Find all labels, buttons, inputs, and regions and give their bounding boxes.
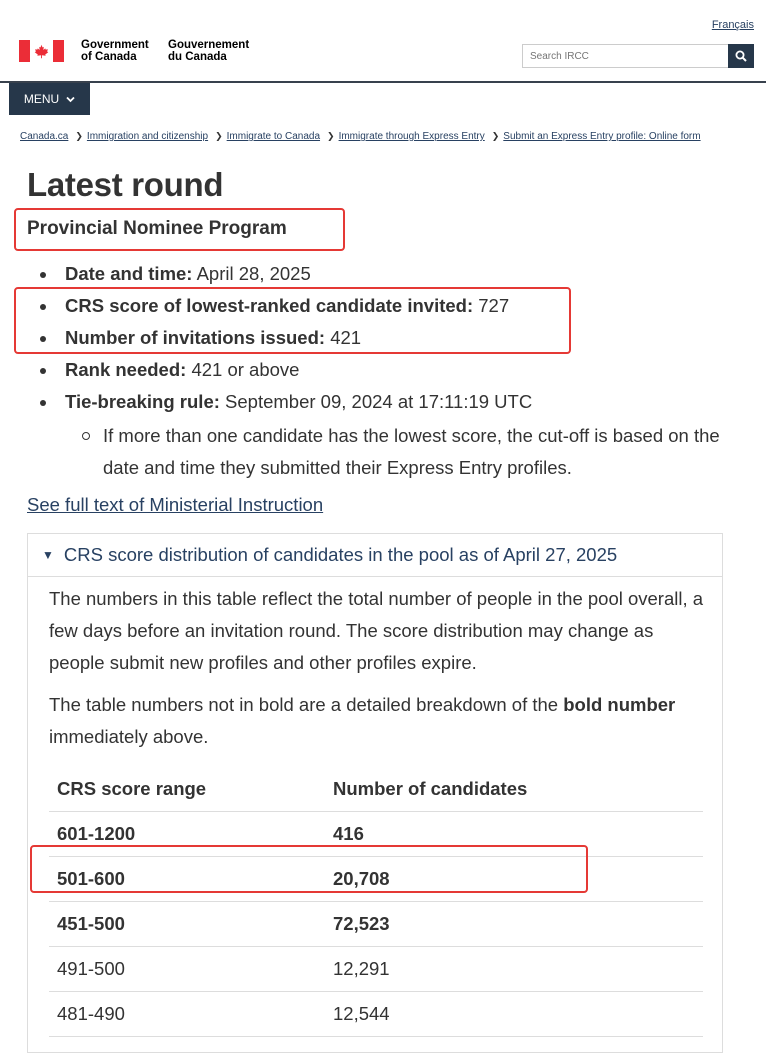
column-header-score-range: CRS score range bbox=[49, 767, 325, 812]
table-row: 451-500 72,523 bbox=[49, 902, 703, 947]
distribution-note: The table numbers not in bold are a detailed breakdown of the bold number immediately above. bbox=[49, 694, 676, 747]
language-toggle-link[interactable]: Français bbox=[711, 19, 754, 31]
crs-distribution-details bbox=[27, 533, 723, 1053]
signature-english: Government of Canada bbox=[81, 39, 149, 63]
list-item: Rank needed: 421 or above bbox=[27, 358, 532, 390]
canada-flag-logo bbox=[19, 40, 64, 62]
chevron-right-icon: ❯ bbox=[491, 131, 500, 141]
page-title: Latest round bbox=[27, 166, 224, 203]
table-header-row bbox=[49, 767, 703, 812]
column-header-candidates: Number of candidates bbox=[325, 767, 703, 812]
table-row: 501-600 20,708 bbox=[49, 857, 703, 902]
search-button[interactable] bbox=[728, 44, 754, 68]
breadcrumb-link-express-entry[interactable]: Immigrate through Express Entry bbox=[338, 131, 485, 142]
search-input[interactable] bbox=[522, 44, 728, 68]
program-heading: Provincial Nominee Program bbox=[27, 218, 287, 239]
breadcrumb bbox=[20, 131, 760, 142]
round-facts-list bbox=[27, 262, 532, 422]
list-item: Number of invitations issued: 421 bbox=[27, 326, 532, 358]
search-icon bbox=[735, 50, 747, 62]
list-item: Tie-breaking rule: September 09, 2024 at 17:11:19 UTC bbox=[27, 390, 532, 422]
triangle-down-icon: ▼ bbox=[42, 548, 54, 562]
signature-french: Gouvernement du Canada bbox=[168, 39, 250, 63]
tie-breaking-note: If more than one candidate has the lowest score, the cut-off is based on the date and time they submitted their Express Entry profiles. bbox=[82, 420, 743, 484]
breadcrumb-link-immigrate[interactable]: Immigrate to Canada bbox=[226, 131, 321, 142]
breadcrumb-link-immigration[interactable]: Immigration and citizenship bbox=[86, 131, 209, 142]
site-search bbox=[522, 44, 754, 68]
distribution-description: The numbers in this table reflect the total number of people in the pool overall, a few days before an invitation round. The score distribution may change as people submit new profiles and other profiles expire. bbox=[49, 588, 704, 673]
details-summary-toggle[interactable]: ▼ CRS score distribution of candidates in the pool as of April 27, 2025 bbox=[28, 534, 722, 577]
chevron-right-icon: ❯ bbox=[75, 131, 83, 141]
menu-button[interactable]: MENU bbox=[9, 83, 90, 115]
header-divider bbox=[0, 81, 766, 83]
breadcrumb-link-canada[interactable]: Canada.ca bbox=[20, 131, 69, 142]
chevron-down-icon bbox=[66, 96, 75, 103]
table-row: 601-1200 416 bbox=[49, 812, 703, 857]
maple-leaf-icon bbox=[30, 40, 53, 62]
ministerial-instruction-link[interactable]: See full text of Ministerial Instruction bbox=[27, 494, 324, 515]
chevron-right-icon: ❯ bbox=[327, 131, 335, 141]
crs-distribution-table bbox=[49, 767, 703, 1037]
list-item: Date and time: April 28, 2025 bbox=[27, 262, 532, 294]
table-row: 491-500 12,291 bbox=[49, 947, 703, 992]
chevron-right-icon: ❯ bbox=[215, 131, 223, 141]
breadcrumb-link-profile-form[interactable]: Submit an Express Entry profile: Online form bbox=[503, 131, 701, 142]
list-item: CRS score of lowest-ranked candidate invited: 727 bbox=[27, 294, 532, 326]
table-row: 481-490 12,544 bbox=[49, 992, 703, 1037]
